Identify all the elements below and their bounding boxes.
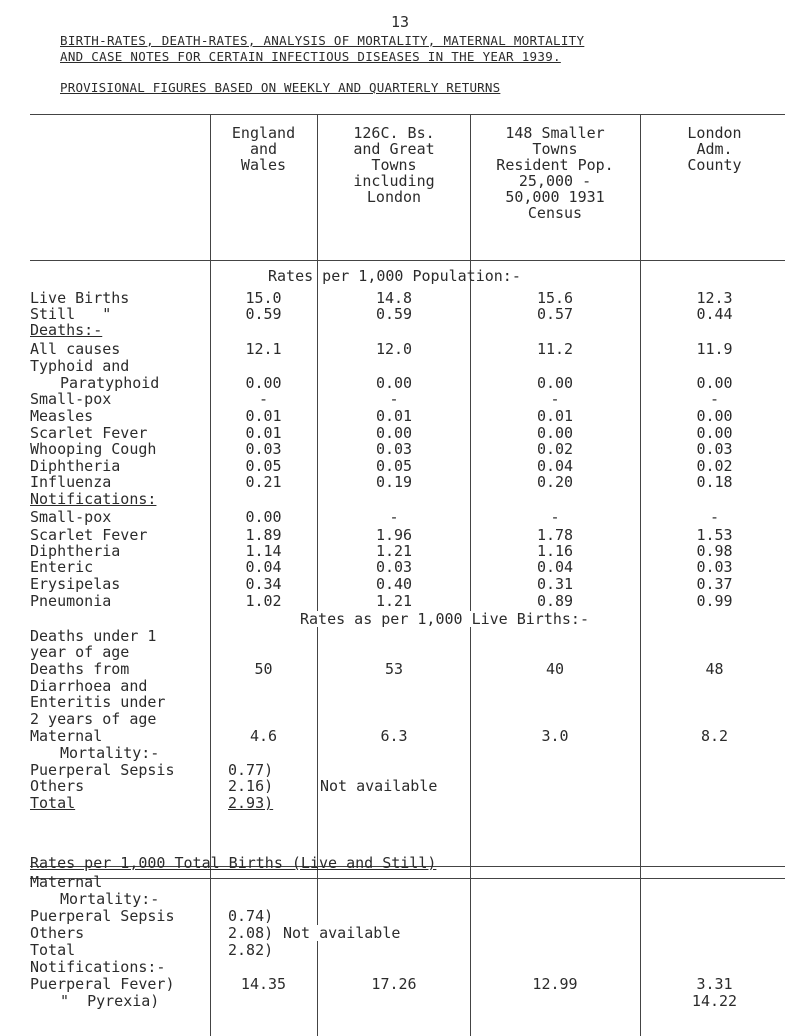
- label-notif-pneumonia: Pneumonia: [30, 592, 112, 610]
- value-smallpox-col-4: -: [709, 390, 720, 408]
- value-scarlet-col-3: 0.00: [536, 424, 574, 442]
- label-notif-enteric: Enteric: [30, 558, 94, 576]
- label-deaths-under-1: Deaths under 1: [30, 627, 157, 645]
- value-whooping-col-3: 0.02: [536, 440, 574, 458]
- value-n-erysipelas-col-4: 0.37: [696, 575, 733, 593]
- value-n-smallpox-col-1: 0.00: [245, 508, 282, 526]
- value-measles-col-3: 0.01: [536, 407, 574, 425]
- label-puerperal-fever: Puerperal Fever): [30, 975, 175, 993]
- pyrexia-london: 14.22: [691, 992, 738, 1010]
- label-scarlet-fever: Scarlet Fever: [30, 424, 148, 442]
- value-smallpox-col-3: -: [550, 390, 560, 408]
- value-n-smallpox-col-4: -: [709, 508, 720, 526]
- value-deaths-under-1-col-2: 53: [384, 660, 404, 678]
- value-n-diphtheria-col-3: 1.16: [536, 542, 574, 560]
- value-influenza-col-1: 0.21: [245, 473, 282, 491]
- label-deaths-from: Deaths from: [30, 660, 130, 678]
- column-divider-4: [640, 114, 641, 1036]
- label-year-of-age: year of age: [30, 643, 130, 661]
- value-scarlet-col-2: 0.00: [375, 424, 413, 442]
- value-n-enteric-col-3: 0.04: [536, 558, 574, 576]
- value-all-causes-col-2: 12.0: [375, 340, 413, 358]
- tb-not-available: Not available: [283, 924, 401, 942]
- label-notif-smallpox: Small-pox: [30, 508, 112, 526]
- label-mortality-2: Mortality:-: [60, 890, 160, 908]
- value-diphtheria-col-1: 0.05: [245, 457, 282, 475]
- maternal-not-available: Not available: [320, 777, 438, 795]
- section-population-heading: Rates per 1,000 Population:-: [268, 267, 521, 285]
- value-live-births-col-4: 12.3: [696, 289, 733, 307]
- column-divider-1: [210, 114, 211, 1036]
- value-whooping-col-1: 0.03: [245, 440, 282, 458]
- value-all-causes-col-1: 12.1: [245, 340, 282, 358]
- column-header-london: London Adm. County: [687, 124, 742, 174]
- value-measles-col-4: 0.00: [696, 407, 733, 425]
- label-mortality: Mortality:-: [60, 744, 160, 762]
- value-live-births-col-1: 15.0: [245, 289, 282, 307]
- label-total-2: Total: [30, 941, 76, 959]
- value-diarrhoea-col-4: 8.2: [700, 727, 729, 745]
- value-puerperal-fever-col-1: 14.35: [240, 975, 287, 993]
- value-scarlet-col-4: 0.00: [696, 424, 733, 442]
- value-scarlet-col-1: 0.01: [245, 424, 282, 442]
- value-diarrhoea-col-3: 3.0: [541, 727, 569, 745]
- value-n-scarlet-col-4: 1.53: [696, 526, 733, 544]
- value-influenza-col-4: 0.18: [696, 473, 733, 491]
- value-n-scarlet-col-3: 1.78: [536, 526, 574, 544]
- label-notif-erysipelas: Erysipelas: [30, 575, 121, 593]
- value-n-diphtheria-col-2: 1.21: [375, 542, 413, 560]
- value-n-diphtheria-col-1: 1.14: [245, 542, 282, 560]
- document-title-line-1: BIRTH-RATES, DEATH-RATES, ANALYSIS OF MORTALITY, MATERNAL MORTALITY: [60, 33, 585, 48]
- value-all-causes-col-3: 11.2: [536, 340, 574, 358]
- value-deaths-under-1-col-1: 50: [254, 660, 273, 678]
- label-still-births: Still ": [30, 305, 112, 323]
- value-n-scarlet-col-1: 1.89: [245, 526, 282, 544]
- column-divider-3: [470, 114, 471, 1036]
- value-puerperal-fever-col-2: 17.26: [371, 975, 417, 993]
- value-smallpox-col-2: -: [389, 390, 399, 408]
- total-births-section-rule-2: [30, 878, 785, 879]
- label-diarrhoea: Diarrhoea and: [30, 677, 148, 695]
- value-all-causes-col-4: 11.9: [696, 340, 733, 358]
- header-top-rule: [30, 114, 785, 115]
- value-puerperal-fever-col-4: 3.31: [696, 975, 733, 993]
- label-measles: Measles: [30, 407, 94, 425]
- value-live-births-col-3: 15.6: [536, 289, 574, 307]
- maternal-total-ew: 2.93): [228, 794, 274, 812]
- value-influenza-col-3: 0.20: [536, 473, 574, 491]
- value-puerperal-fever-col-3: 12.99: [532, 975, 578, 993]
- label-typhoid: Typhoid and: [30, 357, 130, 375]
- label-total: Total: [30, 794, 76, 812]
- section-total-births-heading: Rates per 1,000 Total Births (Live and Still): [30, 854, 437, 872]
- label-live-births: Live Births: [30, 289, 130, 307]
- maternal-others-ew: 2.16): [228, 777, 274, 795]
- value-n-enteric-col-4: 0.03: [696, 558, 733, 576]
- label-whooping-cough: Whooping Cough: [30, 440, 157, 458]
- value-typhoid-col-1: 0.00: [245, 374, 282, 392]
- label-others: Others: [30, 777, 85, 795]
- tb-sepsis-ew: 0.74): [228, 907, 274, 925]
- value-still-col-2: 0.59: [375, 305, 413, 323]
- label-two-years: 2 years of age: [30, 710, 157, 728]
- value-n-smallpox-col-3: -: [550, 508, 560, 526]
- value-n-smallpox-col-2: -: [389, 508, 399, 526]
- label-notifications: Notifications:: [30, 490, 157, 508]
- document-subtitle: PROVISIONAL FIGURES BASED ON WEEKLY AND QUARTERLY RETURNS: [60, 80, 501, 95]
- column-header-england-wales: England and Wales: [231, 124, 296, 174]
- value-diphtheria-col-4: 0.02: [696, 457, 733, 475]
- document-title-line-2: AND CASE NOTES FOR CERTAIN INFECTIOUS DISEASES IN THE YEAR 1939.: [60, 49, 561, 64]
- value-smallpox-col-1: -: [258, 390, 269, 408]
- label-paratyphoid: Paratyphoid: [60, 374, 160, 392]
- tb-others-ew: 2.08): [228, 924, 274, 942]
- value-n-pneumonia-col-1: 1.02: [245, 592, 282, 610]
- section-live-births-heading: Rates as per 1,000 Live Births:-: [300, 610, 589, 628]
- value-measles-col-1: 0.01: [245, 407, 282, 425]
- value-n-diphtheria-col-4: 0.98: [696, 542, 733, 560]
- value-still-col-3: 0.57: [536, 305, 574, 323]
- value-whooping-col-4: 0.03: [696, 440, 733, 458]
- value-diarrhoea-col-1: 4.6: [249, 727, 278, 745]
- label-others-2: Others: [30, 924, 85, 942]
- value-whooping-col-2: 0.03: [375, 440, 413, 458]
- value-n-pneumonia-col-2: 1.21: [375, 592, 413, 610]
- label-puerperal-sepsis: Puerperal Sepsis: [30, 761, 175, 779]
- value-n-enteric-col-2: 0.03: [375, 558, 413, 576]
- value-deaths-under-1-col-3: 40: [545, 660, 565, 678]
- value-diphtheria-col-3: 0.04: [536, 457, 574, 475]
- value-deaths-under-1-col-4: 48: [705, 660, 724, 678]
- value-influenza-col-2: 0.19: [375, 473, 413, 491]
- label-influenza: Influenza: [30, 473, 112, 491]
- value-still-col-1: 0.59: [245, 305, 282, 323]
- label-pyrexia: " Pyrexia): [60, 992, 160, 1010]
- value-n-pneumonia-col-3: 0.89: [536, 592, 574, 610]
- value-diarrhoea-col-2: 6.3: [380, 727, 408, 745]
- value-typhoid-col-3: 0.00: [536, 374, 574, 392]
- value-n-erysipelas-col-2: 0.40: [375, 575, 413, 593]
- value-still-col-4: 0.44: [696, 305, 733, 323]
- value-n-erysipelas-col-3: 0.31: [536, 575, 574, 593]
- maternal-sepsis-ew: 0.77): [228, 761, 274, 779]
- value-n-enteric-col-1: 0.04: [245, 558, 282, 576]
- value-measles-col-2: 0.01: [375, 407, 413, 425]
- value-n-pneumonia-col-4: 0.99: [696, 592, 733, 610]
- page-number: 13: [390, 13, 410, 31]
- header-bottom-rule: [30, 260, 785, 261]
- label-notif-diphtheria: Diphtheria: [30, 542, 121, 560]
- column-header-smaller-towns: 148 Smaller Towns Resident Pop. 25,000 - 50,000 1931 Census: [496, 124, 614, 222]
- label-puerperal-sepsis-2: Puerperal Sepsis: [30, 907, 175, 925]
- label-notif-scarlet-fever: Scarlet Fever: [30, 526, 148, 544]
- value-n-scarlet-col-2: 1.96: [375, 526, 413, 544]
- label-all-causes: All causes: [30, 340, 121, 358]
- label-enteritis: Enteritis under: [30, 693, 166, 711]
- value-diphtheria-col-2: 0.05: [375, 457, 413, 475]
- label-maternal: Maternal: [30, 727, 103, 745]
- value-n-erysipelas-col-1: 0.34: [245, 575, 282, 593]
- label-maternal-2: Maternal: [30, 873, 103, 891]
- tb-total-ew: 2.82): [228, 941, 274, 959]
- label-diphtheria: Diphtheria: [30, 457, 121, 475]
- label-smallpox: Small-pox: [30, 390, 112, 408]
- value-typhoid-col-2: 0.00: [375, 374, 413, 392]
- label-notifications-2: Notifications:-: [30, 958, 166, 976]
- label-deaths: Deaths:-: [30, 321, 103, 339]
- value-typhoid-col-4: 0.00: [696, 374, 733, 392]
- value-live-births-col-2: 14.8: [375, 289, 413, 307]
- column-header-great-towns: 126C. Bs. and Great Towns including London: [353, 124, 435, 206]
- column-divider-2: [317, 114, 318, 1036]
